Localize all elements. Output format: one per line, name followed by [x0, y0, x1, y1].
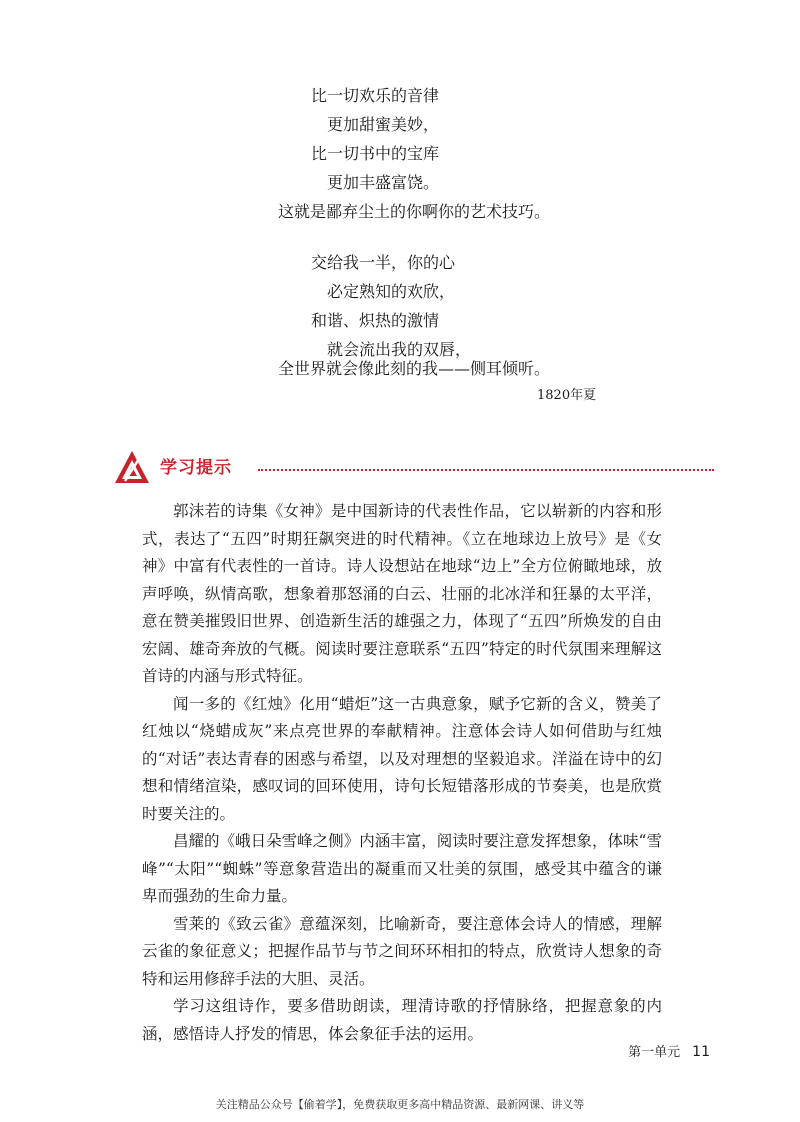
- poem-line: 交给我一半，你的心: [311, 253, 456, 272]
- tips-paragraph: 雪莱的《致云雀》意蕴深刻，比喻新奇，要注意体会诗人的情感，理解云雀的象征意义；把握作品节与节之间环环相扣的特点，欣赏诗人想象的奇特和运用修辞手法的大胆、灵活。: [142, 914, 662, 988]
- study-tips-title: 学习提示: [160, 458, 232, 478]
- poem-line: 更加丰盛富饶。: [327, 173, 440, 192]
- study-tips-triangle-icon: [112, 448, 152, 488]
- study-tips-header: [112, 448, 716, 488]
- tips-paragraph: 学习这组诗作，要多借助朗读，理清诗歌的抒情脉络，把握意象的内涵，感悟诗人抒发的情思，体会象征手法的运用。: [142, 997, 662, 1043]
- poem-date: 1820年夏: [537, 388, 597, 403]
- poem-line: 必定熟知的欢欣，: [327, 282, 456, 301]
- tips-paragraph: 闻一多的《红烛》化用“蜡炬”这一古典意象，赋予它新的含义，赞美了红烛以“烧蜡成灰”来点亮世界的奉献精神。注意体会诗人如何借助与红烛的“对话”表达青春的困惑与希望，以及对理想的坚毅追求。洋溢在诗中的幻想和情绪渲染，感叹词的回环使用，诗句长短错落形成的节奏美，也是欣赏时要关注的。: [142, 694, 662, 823]
- promo-banner: 关注精品公众号【偷着学】，免费获取更多高中精品资源、最新网课、讲义等: [215, 1098, 585, 1111]
- poem-line: 全世界就会像此刻的我——侧耳倾听。: [278, 359, 551, 378]
- poem-line: 就会流出我的双唇，: [327, 340, 472, 359]
- tips-paragraph: 郭沫若的诗集《女神》是中国新诗的代表性作品，它以崭新的内容和形式，表达了“五四”时期狂飙突进的时代精神。《立在地球边上放号》是《女神》中富有代表性的一首诗。诗人设想站在地球“边上”全方位俯瞰地球，放声呼唤，纵情高歌，想象着那怒涌的白云、壮丽的北冰洋和狂暴的太平洋，意在赞美摧毁旧世界、创造新生活的雄强之力，体现了“五四”所焕发的自由宏阔、雄奇奔放的气概。阅读时要注意联系“五四”特定的时代氛围来理解这首诗的内涵与形式特征。: [142, 502, 662, 685]
- tips-paragraph: 昌耀的《峨日朵雪峰之侧》内涵丰富，阅读时要注意发挥想象，体味“雪峰”“太阳”“蜘蛛”等意象营造出的凝重而又壮美的氛围，感受其中蕴含的谦卑而强劲的生命力量。: [142, 832, 662, 905]
- poem-line: 更加甜蜜美妙，: [327, 115, 440, 134]
- poem-line: 比一切书中的宝库: [311, 144, 440, 163]
- poem-line: 和谐、炽热的激情: [311, 311, 440, 330]
- study-tips-body: [142, 498, 662, 1048]
- page-footer: [628, 1043, 710, 1062]
- poem-line: 这就是鄙弃尘土的你啊你的艺术技巧。: [278, 202, 551, 221]
- unit-label: 第一单元: [628, 1045, 681, 1060]
- dotted-divider: [258, 469, 714, 471]
- page-number: 11: [692, 1044, 710, 1060]
- poem-line: 比一切欢乐的音律: [311, 86, 440, 105]
